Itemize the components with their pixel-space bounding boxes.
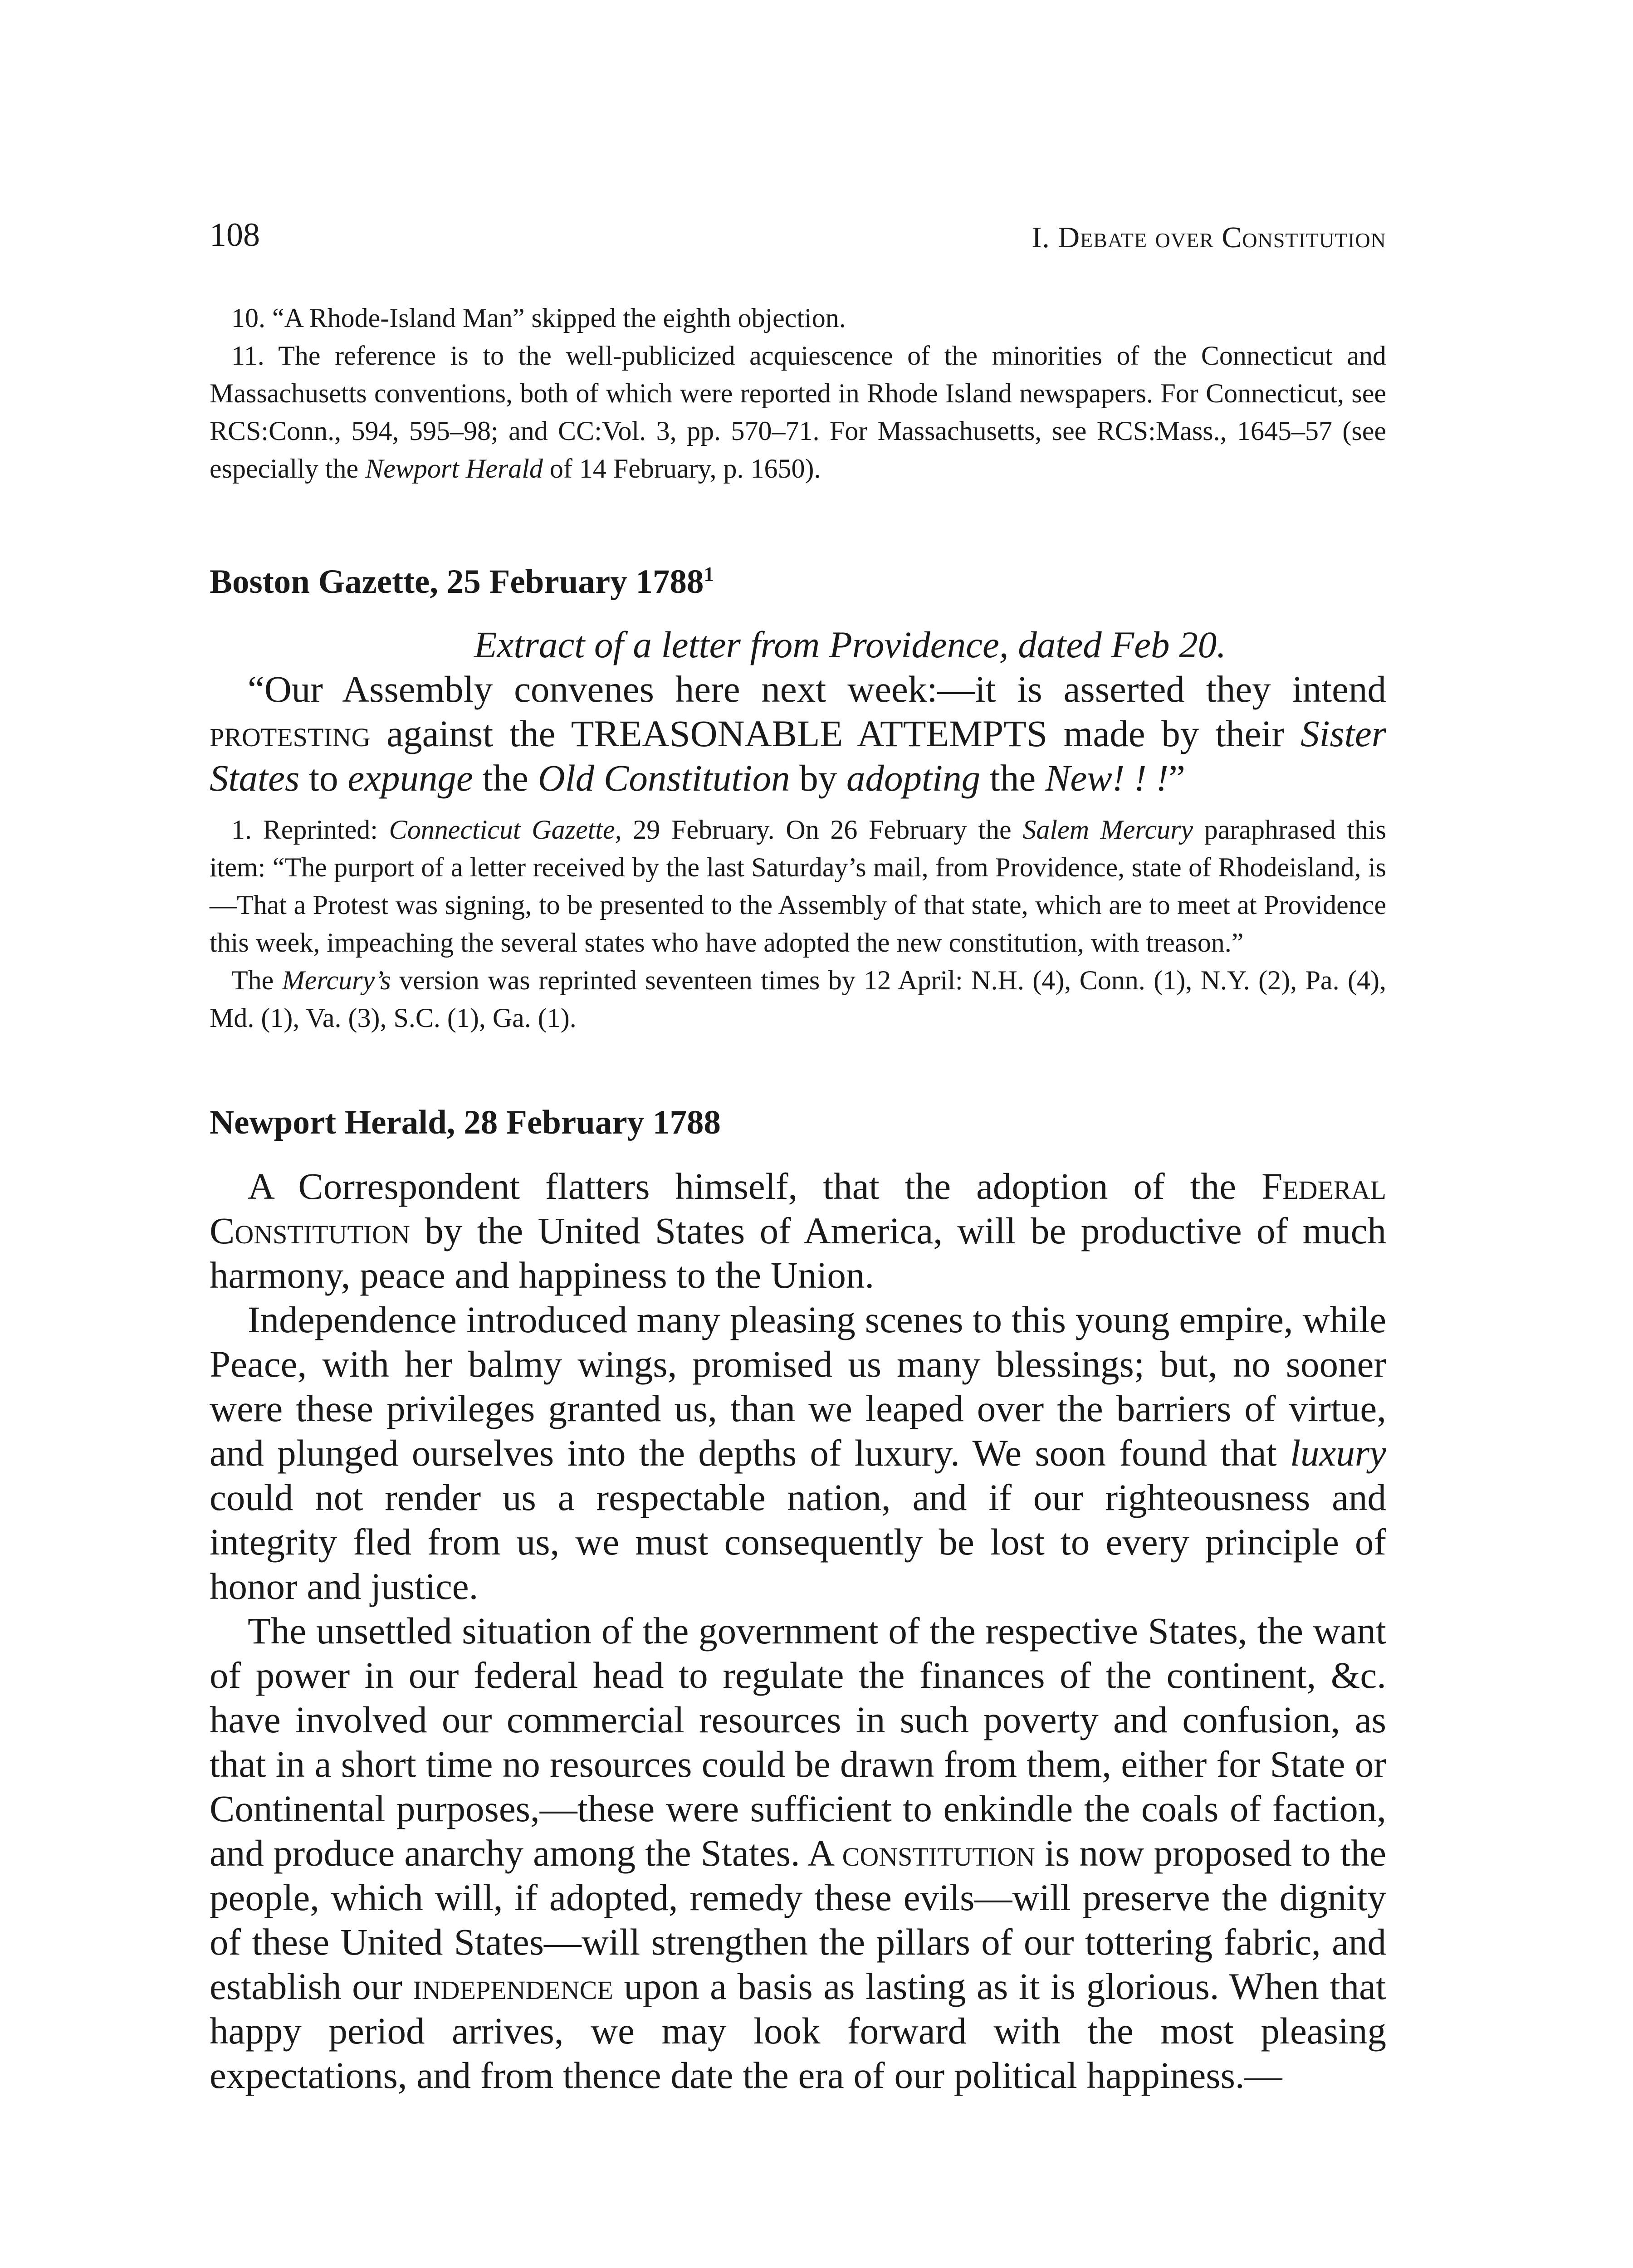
newport-herald-heading: Newport Herald, 28 February 1788 — [210, 1104, 721, 1141]
boston-gazette-heading: Boston Gazette, 25 February 1788$^1$ — [210, 563, 714, 601]
extract-line: Extract of a letter from Providence, dated Feb 20. — [474, 624, 1226, 665]
newport-herald-text — [210, 1164, 1386, 2097]
newport-paragraph-2: Independence introduced many pleasing scenes to this young empire, while Peace, with her balmy wings, promised us many blessings; but, no sooner were these privileges granted us, than we leaped over the barriers of virtue, and plunged ourselves into the depths of luxury. We soon found that luxury could not render us a respectable nation, and if our righteousness and integrity fled from us, we must consequently be lost to every principle of honor and justice. — [210, 1299, 1386, 1607]
boston-gazette-notes — [210, 811, 1386, 1037]
footnote-ref: 1 — [704, 563, 714, 586]
note-10: 10. “A Rhode-Island Man” skipped the eighth objection. — [231, 303, 846, 333]
running-head-title: I. Debate over Constitution — [1032, 221, 1386, 254]
boston-note-1: 1. Reprinted: Connecticut Gazette, 29 February. On 26 February the Salem Mercury paraphrased this item: “The purport of a letter received by the last Saturday’s mail, from Providence, state of Rhodeisland, is—That a Protest was signing, to be presented to the Assembly of that state, which are to meet at Providence this week, impeaching the several states who have adopted the new constitution, with treason.” — [210, 815, 1386, 958]
newport-paragraph-3: The unsettled situation of the government of the respective States, the want of power in our federal head to regulate the finances of the continent, &c. have involved our commercial resources in such poverty and confusion, as that in a short time no resources could be drawn from them, either for State or Continental purposes,—these were sufficient to enkindle the coals of faction, and produce anarchy among the States. A constitution is now proposed to the people, which will, if adopted, remedy these evils—will preserve the dignity of these United States—will strengthen the pillars of our tottering fabric, and establish our independence upon a basis as lasting as it is glorious. When that happy period arrives, we may look forward with the most pleasing expectations, and from thence date the era of our political happiness.— — [210, 1610, 1386, 2096]
page-number: 108 — [210, 216, 260, 254]
boston-note-2: The Mercury’s version was reprinted seventeen times by 12 April: N.H. (4), Conn. (1), N.Y. (2), Pa. (4), Md. (1), Va. (3), S.C. (1), Ga. (1). — [210, 965, 1387, 1033]
boston-paragraph: “Our Assembly convenes here next week:—it is asserted they intend protesting against the TREASONABLE ATTEMPTS made by their Sister States to expunge the Old Constitution by adopting the New! ! !” — [210, 668, 1386, 799]
running-head — [210, 216, 1386, 257]
previous-notes — [210, 299, 1386, 488]
newport-paragraph-1: A Correspondent flatters himself, that the adoption of the Federal Constitution by the United States of America, will be productive of much harmony, peace and happiness to the Union. — [210, 1165, 1386, 1296]
boston-gazette-text — [210, 622, 1386, 800]
note-11: 11. The reference is to the well-publicized acquiescence of the minorities of the Connecticut and Massachusetts conventions, both of which were reported in Rhode Island newspapers. For Connecticut, see RCS:Conn., 594, 595–98; and CC:Vol. 3, pp. 570–71. For Massachusetts, see RCS:Mass., 1645–57 (see especially the Newport Herald of 14 February, p. 1650). — [210, 341, 1386, 484]
